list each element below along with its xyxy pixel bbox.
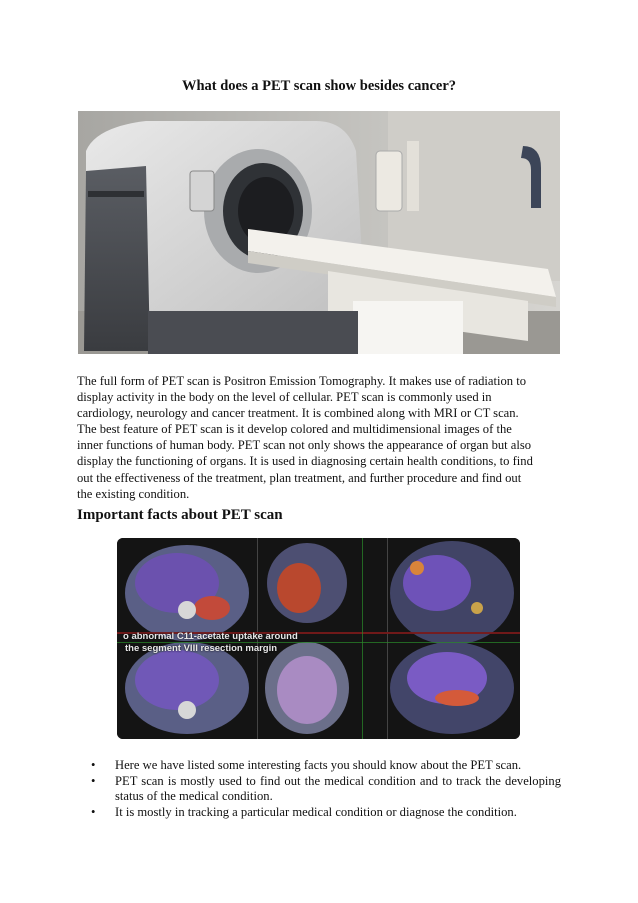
list-item	[77, 805, 561, 821]
bullet-icon: •	[91, 773, 96, 788]
bullet-icon: •	[91, 804, 96, 819]
pet-scanner-photo	[78, 111, 560, 354]
scan-caption-line: o abnormal C11-acetate uptake around	[123, 631, 298, 642]
intro-line: display the functioning of organs. It is used in diagnosing certain health conditions, to find	[77, 454, 533, 469]
scan-caption-line: the segment VIII resection margin	[125, 643, 278, 654]
list-item-text: It is mostly in tracking a particular medical condition or diagnose the condition.	[115, 804, 517, 819]
list-item	[77, 774, 561, 805]
section-heading: Important facts about PET scan	[77, 507, 283, 523]
page-title: What does a PET scan show besides cancer?	[181, 78, 457, 94]
list-item	[77, 758, 561, 774]
list-item-text: PET scan is mostly used to find out the medical condition and to track the developing status of the medical condition.	[115, 773, 561, 804]
facts-list	[77, 758, 561, 820]
intro-line: the existing condition.	[77, 486, 190, 501]
scan-caption	[123, 631, 298, 655]
intro-line: out the effectiveness of the treatment, plan treatment, and further procedure and find out	[77, 470, 522, 485]
bullet-icon: •	[91, 758, 96, 772]
intro-line: display activity in the body on the level of cellular. PET scan is commonly used in	[77, 390, 492, 405]
intro-line: The best feature of PET scan is it develop colored and multidimensional images of the	[77, 422, 512, 437]
intro-line: inner functions of human body. PET scan not only shows the appearance of organ but also	[77, 438, 532, 453]
intro-paragraph	[77, 373, 561, 502]
pet-ct-scan-image	[117, 538, 520, 739]
intro-line: cardiology, neurology and cancer treatment. It is combined along with MRI or CT scan.	[77, 406, 519, 421]
list-item-text: Here we have listed some interesting facts you should know about the PET scan.	[115, 758, 522, 772]
intro-line: The full form of PET scan is Positron Emission Tomography. It makes use of radiation to	[77, 374, 527, 388]
